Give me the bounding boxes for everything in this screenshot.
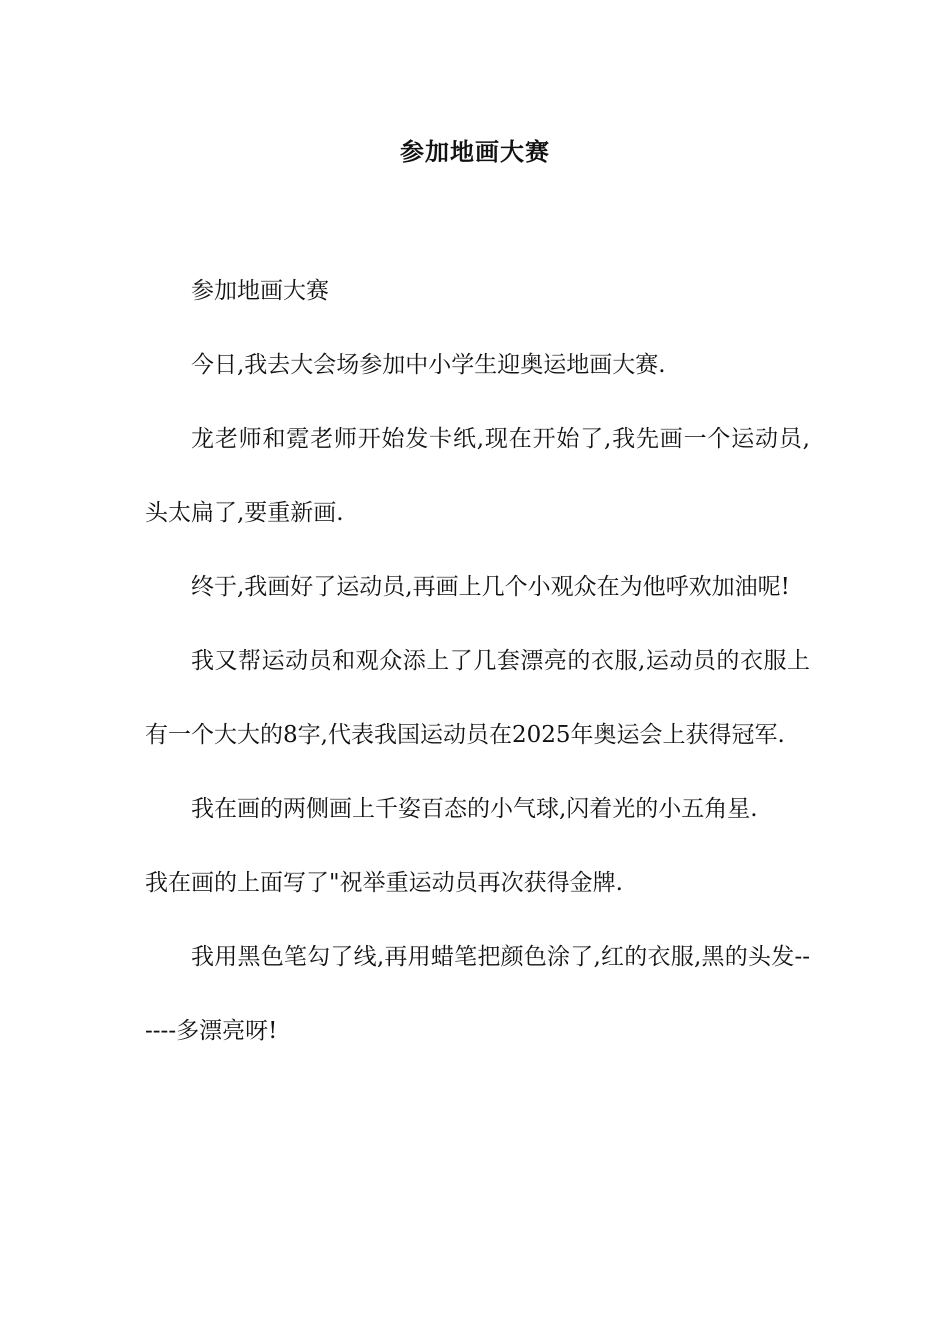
document-body bbox=[145, 254, 810, 1068]
paragraph-2: 龙老师和霓老师开始发卡纸,现在开始了,我先画一个运动员,头太扁了,要重新画. bbox=[145, 426, 810, 526]
paragraph-subtitle: 参加地画大赛 bbox=[191, 278, 329, 304]
paragraph-3: 终于,我画好了运动员,再画上几个小观众在为他呼欢加油呢! bbox=[191, 574, 790, 600]
paragraph-4: 我又帮运动员和观众添上了几套漂亮的衣服,运动员的衣服上有一个大大的8字,代表我国运动员在2025年奥运会上获得冠军. bbox=[145, 648, 810, 748]
paragraph-7: 我用黑色笔勾了线,再用蜡笔把颜色涂了,红的衣服,黑的头发------多漂亮呀! bbox=[145, 944, 810, 1044]
paragraph-5: 我在画的两侧画上千姿百态的小气球,闪着光的小五角星. bbox=[191, 796, 758, 822]
paragraph-1: 今日,我去大会场参加中小学生迎奥运地画大赛. bbox=[191, 352, 666, 378]
paragraph-6: 我在画的上面写了"祝举重运动员再次获得金牌. bbox=[145, 870, 623, 896]
document-title: 参加地画大赛 bbox=[400, 137, 550, 166]
